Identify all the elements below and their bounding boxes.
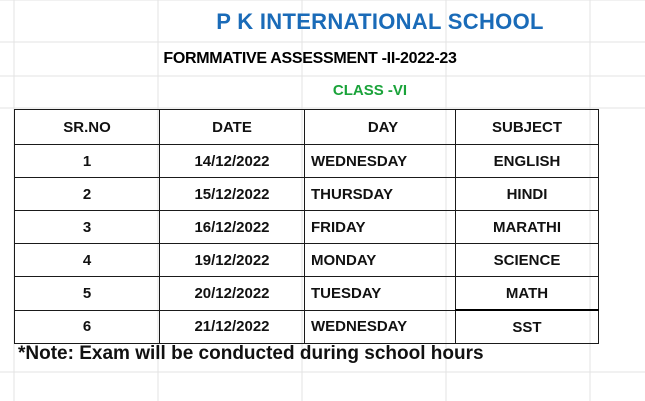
cell-day: THURSDAY xyxy=(305,178,456,211)
table-row xyxy=(15,310,599,344)
cell-day: MONDAY xyxy=(305,244,456,277)
cell-subject: HINDI xyxy=(456,178,599,211)
column-header-date: DATE xyxy=(160,110,305,145)
table-row xyxy=(15,277,599,311)
cell-srno: 4 xyxy=(15,244,160,277)
assessment-title: FORMMATIVE ASSESSMENT -II-2022-23 xyxy=(163,50,457,67)
cell-day: WEDNESDAY xyxy=(305,310,456,344)
cell-subject: MATH xyxy=(456,277,599,311)
cell-subject: ENGLISH xyxy=(456,145,599,178)
cell-date: 15/12/2022 xyxy=(160,178,305,211)
cell-srno: 1 xyxy=(15,145,160,178)
cell-day: FRIDAY xyxy=(305,211,456,244)
column-header-srno: SR.NO xyxy=(15,110,160,145)
table-row xyxy=(15,178,599,211)
table-row xyxy=(15,145,599,178)
table-header-row xyxy=(15,110,599,145)
cell-subject: SST xyxy=(456,310,599,344)
cell-srno: 3 xyxy=(15,211,160,244)
exam-note: *Note: Exam will be conducted during school hours xyxy=(18,343,484,364)
cell-date: 16/12/2022 xyxy=(160,211,305,244)
cell-date: 14/12/2022 xyxy=(160,145,305,178)
cell-srno: 5 xyxy=(15,277,160,311)
cell-day: TUESDAY xyxy=(305,277,456,311)
cell-srno: 2 xyxy=(15,178,160,211)
column-header-day: DAY xyxy=(305,110,456,145)
cell-date: 21/12/2022 xyxy=(160,310,305,344)
column-header-subject: SUBJECT xyxy=(456,110,599,145)
cell-subject: MARATHI xyxy=(456,211,599,244)
exam-schedule-table xyxy=(14,109,599,344)
cell-date: 20/12/2022 xyxy=(160,277,305,311)
cell-srno: 6 xyxy=(15,310,160,344)
table-row xyxy=(15,211,599,244)
school-name: P K INTERNATIONAL SCHOOL xyxy=(216,9,544,34)
class-label: CLASS -VI xyxy=(332,82,408,99)
cell-day: WEDNESDAY xyxy=(305,145,456,178)
cell-subject: SCIENCE xyxy=(456,244,599,277)
cell-date: 19/12/2022 xyxy=(160,244,305,277)
table-row xyxy=(15,244,599,277)
